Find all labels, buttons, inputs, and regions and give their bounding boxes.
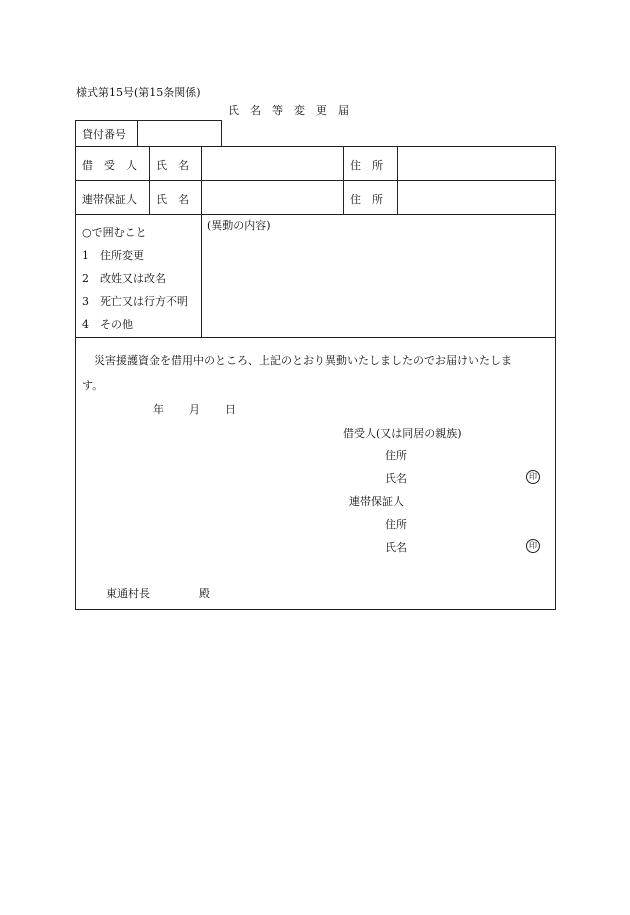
borrower-address-label: 住 所 [350,159,383,172]
circle-instruction: ○で囲むこと [82,226,147,239]
borrower-heading: 借受人(又は同居の親族) [343,427,462,440]
seal-icon: 印 [526,470,540,484]
date-day: 日 [225,403,236,416]
form-title: 氏 名 等 変 更 届 [228,104,349,117]
borrower-name-sign-label: 氏名 [385,472,407,485]
guarantor-address-label: 住 所 [350,193,383,206]
statement-line-2: す。 [82,379,104,392]
change-option[interactable]: 1 住所変更 [82,249,144,262]
guarantor-address-field[interactable] [402,185,550,209]
borrower-address-field[interactable] [402,151,550,175]
guarantor-name-sign-label: 氏名 [385,541,407,554]
seal-icon: 印 [526,539,540,553]
guarantor-name-label: 氏 名 [156,193,189,206]
guarantor-heading: 連帯保証人 [349,495,404,508]
form-frame [75,146,556,610]
change-option[interactable]: 4 その他 [82,318,133,331]
change-option[interactable]: 2 改姓又は改名 [82,272,166,285]
loan-number-label: 貸付番号 [82,128,126,141]
borrower-label: 借 受 人 [82,159,137,172]
change-details-label: (異動の内容) [207,219,271,232]
borrower-name-label: 氏 名 [156,159,189,172]
date-month: 月 [189,403,200,416]
change-details-field[interactable] [207,234,551,332]
loan-number-field[interactable] [142,126,218,142]
guarantor-label: 連帯保証人 [82,193,137,206]
date-year: 年 [153,403,164,416]
change-option[interactable]: 3 死亡又は行方不明 [82,295,188,308]
borrower-name-field[interactable] [206,151,338,175]
guarantor-address-sign-label: 住所 [385,518,407,531]
addressee-recipient: 東通村長 [106,587,150,600]
form-style-label: 様式第15号(第15条関係) [76,86,201,99]
guarantor-name-field[interactable] [206,185,338,209]
borrower-address-sign-label: 住所 [385,449,407,462]
statement-line-1: 災害援護資金を借用中のところ、上記のとおり異動いたしましたのでお届けいたしま [94,354,512,367]
addressee-honorific: 殿 [199,587,210,600]
